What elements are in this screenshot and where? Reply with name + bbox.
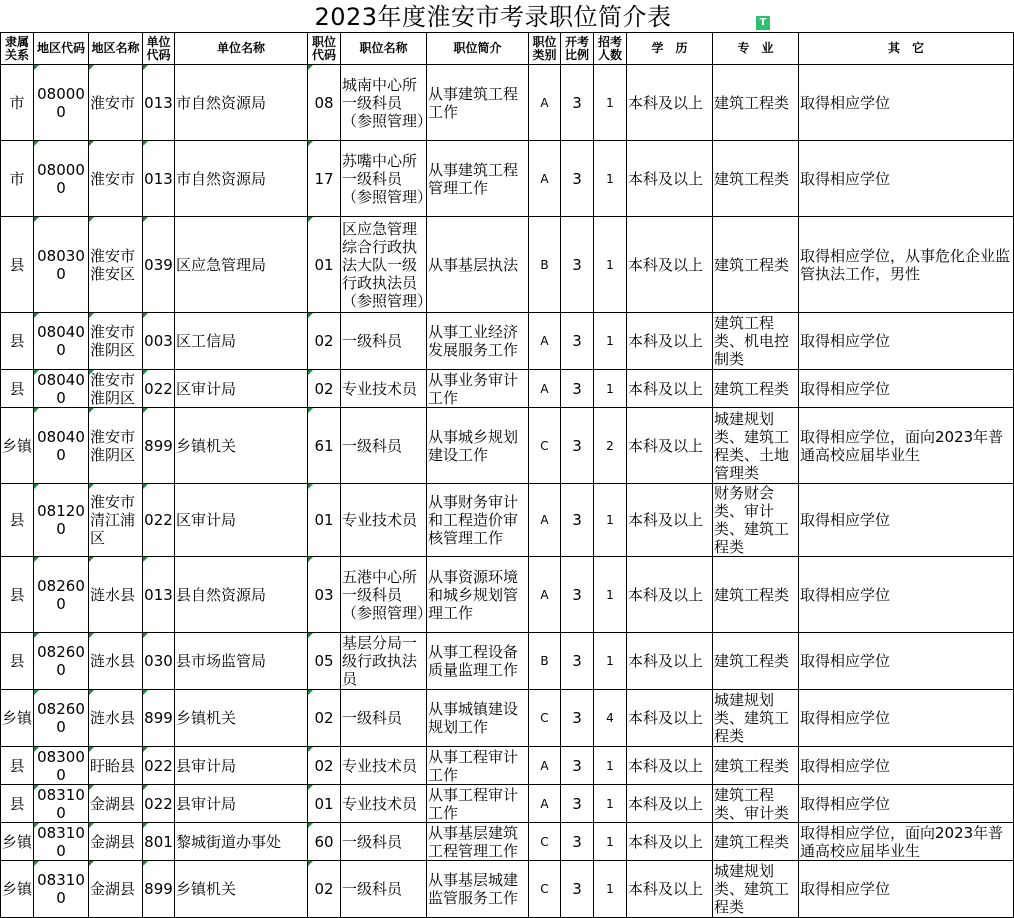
- cell-education: 本科及以上: [627, 823, 713, 861]
- table-row: [1, 747, 1014, 785]
- cell-major: 建筑工程类: [713, 65, 799, 141]
- cell-position-name: 专业技术员: [341, 484, 427, 557]
- cell-category: A: [529, 747, 561, 785]
- cell-position-name: 基层分局一级行政执法员: [341, 633, 427, 690]
- cell-major: 城建规划类、建筑工程类、土地管理类: [713, 408, 799, 484]
- cell-region-name: 盱眙县: [89, 747, 143, 785]
- cell-count: 4: [594, 690, 627, 747]
- cell-unit-name: 区审计局: [175, 484, 308, 557]
- cell-other: 取得相应学位，从事危化企业监管执法工作，男性: [799, 217, 1014, 313]
- cell-major: 建筑工程类: [713, 747, 799, 785]
- cell-category: A: [529, 65, 561, 141]
- cell-affiliation: 市: [1, 65, 34, 141]
- cell-unit-code: 022: [143, 785, 175, 823]
- cell-ratio: 3: [561, 141, 594, 217]
- header-col-affiliation: 隶属关系: [1, 33, 34, 65]
- cell-position-name: 一级科员: [341, 408, 427, 484]
- cell-count: 1: [594, 313, 627, 370]
- cell-position-name: 苏嘴中心所一级科员（参照管理）: [341, 141, 427, 217]
- cell-region-code: 080400: [34, 408, 89, 484]
- cell-unit-code: 022: [143, 484, 175, 557]
- cell-unit-code: 030: [143, 633, 175, 690]
- cell-ratio: 3: [561, 690, 594, 747]
- cell-other: 取得相应学位: [799, 141, 1014, 217]
- cell-unit-name: 区应急管理局: [175, 217, 308, 313]
- cell-region-name: 涟水县: [89, 690, 143, 747]
- cell-unit-name: 乡镇机关: [175, 408, 308, 484]
- cell-education: 本科及以上: [627, 313, 713, 370]
- cell-affiliation: 市: [1, 141, 34, 217]
- cell-ratio: 3: [561, 861, 594, 918]
- cell-unit-code: 899: [143, 690, 175, 747]
- header-col-position-desc: 职位简介: [427, 33, 529, 65]
- cell-position-desc: 从事基层执法: [427, 217, 529, 313]
- cell-education: 本科及以上: [627, 370, 713, 408]
- cell-category: A: [529, 557, 561, 633]
- cell-position-code: 01: [308, 217, 341, 313]
- header-col-other: 其 它: [799, 33, 1014, 65]
- cell-position-desc: 从事资源环境和城乡规划管理工作: [427, 557, 529, 633]
- cell-unit-name: 县自然资源局: [175, 557, 308, 633]
- header-col-position-code: 职位代码: [308, 33, 341, 65]
- cell-position-desc: 从事工程审计工作: [427, 747, 529, 785]
- cell-unit-code: 022: [143, 370, 175, 408]
- header-col-education: 学 历: [627, 33, 713, 65]
- cell-region-name: 淮安市: [89, 65, 143, 141]
- cell-position-code: 01: [308, 484, 341, 557]
- cell-major: 建筑工程类、审计类: [713, 785, 799, 823]
- table-row: [1, 141, 1014, 217]
- header-col-unit-name: 单位名称: [175, 33, 308, 65]
- cell-other: 取得相应学位: [799, 484, 1014, 557]
- cell-position-code: 02: [308, 747, 341, 785]
- cell-major: 建筑工程类、机电控制类: [713, 313, 799, 370]
- cell-ratio: 3: [561, 823, 594, 861]
- cell-region-name: 淮安市: [89, 141, 143, 217]
- table-row: [1, 861, 1014, 918]
- cell-region-code: 082600: [34, 633, 89, 690]
- table-row: [1, 823, 1014, 861]
- cell-region-name: 金湖县: [89, 823, 143, 861]
- cell-category: A: [529, 313, 561, 370]
- cell-region-name: 涟水县: [89, 557, 143, 633]
- cell-region-code: 080000: [34, 65, 89, 141]
- table-row: [1, 370, 1014, 408]
- cell-education: 本科及以上: [627, 484, 713, 557]
- cell-category: A: [529, 785, 561, 823]
- cell-region-name: 淮安市淮阴区: [89, 370, 143, 408]
- cell-unit-code: 013: [143, 65, 175, 141]
- cell-category: C: [529, 690, 561, 747]
- cell-affiliation: 乡镇: [1, 408, 34, 484]
- cell-position-name: 专业技术员: [341, 785, 427, 823]
- cell-position-desc: 从事业务审计工作: [427, 370, 529, 408]
- cell-ratio: 3: [561, 217, 594, 313]
- cell-education: 本科及以上: [627, 557, 713, 633]
- cell-position-desc: 从事建筑工程管理工作: [427, 141, 529, 217]
- cell-category: A: [529, 141, 561, 217]
- cell-unit-code: 013: [143, 557, 175, 633]
- cell-major: 建筑工程类: [713, 557, 799, 633]
- cell-major: 城建规划类、建筑工程类: [713, 861, 799, 918]
- cell-unit-name: 市自然资源局: [175, 141, 308, 217]
- cell-unit-name: 黎城街道办事处: [175, 823, 308, 861]
- cell-category: A: [529, 370, 561, 408]
- cell-position-name: 区应急管理综合行政执法大队一级行政执法员（参照管理）: [341, 217, 427, 313]
- table-row: [1, 557, 1014, 633]
- header-col-region-code: 地区代码: [34, 33, 89, 65]
- cell-position-code: 01: [308, 785, 341, 823]
- cell-count: 1: [594, 141, 627, 217]
- cell-position-name: 一级科员: [341, 823, 427, 861]
- cell-position-code: 02: [308, 690, 341, 747]
- cell-affiliation: 乡镇: [1, 861, 34, 918]
- cell-ratio: 3: [561, 747, 594, 785]
- cell-position-desc: 从事工业经济发展服务工作: [427, 313, 529, 370]
- table-row: [1, 408, 1014, 484]
- table-row: [1, 690, 1014, 747]
- cell-position-name: 城南中心所一级科员（参照管理）: [341, 65, 427, 141]
- cell-affiliation: 县: [1, 633, 34, 690]
- cell-position-name: 专业技术员: [341, 747, 427, 785]
- header-col-position-name: 职位名称: [341, 33, 427, 65]
- cell-ratio: 3: [561, 557, 594, 633]
- cell-unit-name: 区审计局: [175, 370, 308, 408]
- table-row: [1, 217, 1014, 313]
- cell-affiliation: 县: [1, 313, 34, 370]
- cell-position-code: 17: [308, 141, 341, 217]
- cell-position-name: 一级科员: [341, 313, 427, 370]
- cell-unit-code: 022: [143, 747, 175, 785]
- cell-ratio: 3: [561, 408, 594, 484]
- cell-position-code: 61: [308, 408, 341, 484]
- header-col-unit-code: 单位代码: [143, 33, 175, 65]
- cell-category: C: [529, 861, 561, 918]
- cell-other: 取得相应学位: [799, 690, 1014, 747]
- cell-position-code: 02: [308, 861, 341, 918]
- cell-region-code: 080400: [34, 313, 89, 370]
- cell-unit-name: 县审计局: [175, 785, 308, 823]
- cell-region-name: 涟水县: [89, 633, 143, 690]
- cell-other: 取得相应学位: [799, 633, 1014, 690]
- cell-other: 取得相应学位: [799, 785, 1014, 823]
- cell-category: A: [529, 484, 561, 557]
- header-row: [1, 33, 1014, 65]
- cell-category: B: [529, 217, 561, 313]
- table-row: [1, 65, 1014, 141]
- table-row: [1, 633, 1014, 690]
- cell-education: 本科及以上: [627, 65, 713, 141]
- cell-unit-name: 市自然资源局: [175, 65, 308, 141]
- cell-major: 建筑工程类: [713, 141, 799, 217]
- cell-other: 取得相应学位: [799, 65, 1014, 141]
- cell-region-code: 080300: [34, 217, 89, 313]
- table-row: [1, 313, 1014, 370]
- cell-region-code: 083100: [34, 823, 89, 861]
- cell-education: 本科及以上: [627, 747, 713, 785]
- cell-education: 本科及以上: [627, 633, 713, 690]
- header-col-region-name: 地区名称: [89, 33, 143, 65]
- cell-position-code: 05: [308, 633, 341, 690]
- cell-major: 建筑工程类: [713, 823, 799, 861]
- cell-position-desc: 从事基层城建监管服务工作: [427, 861, 529, 918]
- cell-major: 建筑工程类: [713, 633, 799, 690]
- cell-ratio: 3: [561, 370, 594, 408]
- cell-position-code: 02: [308, 313, 341, 370]
- cell-other: 取得相应学位: [799, 861, 1014, 918]
- table-body: [1, 65, 1014, 918]
- cell-region-name: 金湖县: [89, 861, 143, 918]
- cell-region-code: 083000: [34, 747, 89, 785]
- cell-region-code: 082600: [34, 690, 89, 747]
- cell-major: 城建规划类、建筑工程类: [713, 690, 799, 747]
- cell-category: C: [529, 408, 561, 484]
- cell-affiliation: 县: [1, 484, 34, 557]
- cell-other: 取得相应学位: [799, 747, 1014, 785]
- table-row: [1, 484, 1014, 557]
- cell-count: 1: [594, 747, 627, 785]
- cell-unit-code: 003: [143, 313, 175, 370]
- cell-education: 本科及以上: [627, 141, 713, 217]
- cell-ratio: 3: [561, 785, 594, 823]
- cell-affiliation: 县: [1, 557, 34, 633]
- cell-position-desc: 从事城镇建设规划工作: [427, 690, 529, 747]
- cell-unit-code: 013: [143, 141, 175, 217]
- cell-other: 取得相应学位，面向2023年普通高校应届毕业生: [799, 823, 1014, 861]
- header-col-category: 职位类别: [529, 33, 561, 65]
- cell-unit-code: 899: [143, 408, 175, 484]
- cell-count: 1: [594, 823, 627, 861]
- cell-region-code: 080400: [34, 370, 89, 408]
- cell-unit-name: 乡镇机关: [175, 861, 308, 918]
- cell-region-name: 淮安市淮阴区: [89, 408, 143, 484]
- cell-region-code: 083100: [34, 785, 89, 823]
- cell-region-code: 083100: [34, 861, 89, 918]
- cell-region-name: 淮安市淮安区: [89, 217, 143, 313]
- cell-ratio: 3: [561, 313, 594, 370]
- cell-ratio: 3: [561, 633, 594, 690]
- cell-ratio: 3: [561, 484, 594, 557]
- flag-icon: T: [756, 16, 770, 30]
- cell-unit-code: 039: [143, 217, 175, 313]
- cell-unit-name: 区工信局: [175, 313, 308, 370]
- cell-position-desc: 从事财务审计和工程造价审核管理工作: [427, 484, 529, 557]
- cell-category: B: [529, 633, 561, 690]
- cell-position-name: 一级科员: [341, 690, 427, 747]
- cell-count: 1: [594, 633, 627, 690]
- cell-education: 本科及以上: [627, 785, 713, 823]
- cell-position-code: 60: [308, 823, 341, 861]
- cell-education: 本科及以上: [627, 861, 713, 918]
- cell-affiliation: 县: [1, 785, 34, 823]
- cell-position-desc: 从事基层建筑工程管理工作: [427, 823, 529, 861]
- cell-count: 1: [594, 217, 627, 313]
- cell-category: C: [529, 823, 561, 861]
- cell-count: 1: [594, 861, 627, 918]
- cell-affiliation: 县: [1, 747, 34, 785]
- table-row: [1, 785, 1014, 823]
- cell-region-name: 淮安市清江浦区: [89, 484, 143, 557]
- cell-position-name: 专业技术员: [341, 370, 427, 408]
- cell-major: 建筑工程类: [713, 370, 799, 408]
- cell-count: 2: [594, 408, 627, 484]
- cell-region-code: 080000: [34, 141, 89, 217]
- cell-position-code: 08: [308, 65, 341, 141]
- cell-position-name: 五港中心所一级科员（参照管理）: [341, 557, 427, 633]
- cell-count: 1: [594, 484, 627, 557]
- cell-affiliation: 县: [1, 370, 34, 408]
- cell-position-desc: 从事建筑工程工作: [427, 65, 529, 141]
- cell-region-code: 082600: [34, 557, 89, 633]
- cell-region-name: 淮安市淮阴区: [89, 313, 143, 370]
- cell-count: 1: [594, 557, 627, 633]
- cell-ratio: 3: [561, 65, 594, 141]
- cell-affiliation: 乡镇: [1, 823, 34, 861]
- cell-education: 本科及以上: [627, 217, 713, 313]
- cell-other: 取得相应学位: [799, 313, 1014, 370]
- cell-region-code: 081200: [34, 484, 89, 557]
- cell-unit-name: 乡镇机关: [175, 690, 308, 747]
- positions-table: [0, 32, 1014, 918]
- header-col-count: 招考人数: [594, 33, 627, 65]
- cell-position-desc: 从事工程审计工作: [427, 785, 529, 823]
- header-col-major: 专 业: [713, 33, 799, 65]
- cell-position-desc: 从事工程设备质量监理工作: [427, 633, 529, 690]
- cell-education: 本科及以上: [627, 690, 713, 747]
- cell-unit-name: 县市场监管局: [175, 633, 308, 690]
- cell-count: 1: [594, 65, 627, 141]
- cell-other: 取得相应学位，面向2023年普通高校应届毕业生: [799, 408, 1014, 484]
- cell-count: 1: [594, 370, 627, 408]
- cell-unit-code: 801: [143, 823, 175, 861]
- cell-count: 1: [594, 785, 627, 823]
- cell-affiliation: 县: [1, 217, 34, 313]
- cell-unit-name: 县审计局: [175, 747, 308, 785]
- cell-unit-code: 899: [143, 861, 175, 918]
- cell-region-name: 金湖县: [89, 785, 143, 823]
- cell-position-code: 02: [308, 370, 341, 408]
- cell-affiliation: 乡镇: [1, 690, 34, 747]
- cell-other: 取得相应学位: [799, 557, 1014, 633]
- cell-position-code: 03: [308, 557, 341, 633]
- cell-major: 建筑工程类: [713, 217, 799, 313]
- cell-other: 取得相应学位: [799, 370, 1014, 408]
- cell-education: 本科及以上: [627, 408, 713, 484]
- cell-major: 财务财会类、审计类、建筑工程类: [713, 484, 799, 557]
- cell-position-desc: 从事城乡规划建设工作: [427, 408, 529, 484]
- page-title: 2023年度淮安市考录职位简介表: [314, 3, 672, 31]
- header-col-ratio: 开考比例: [561, 33, 594, 65]
- cell-position-name: 一级科员: [341, 861, 427, 918]
